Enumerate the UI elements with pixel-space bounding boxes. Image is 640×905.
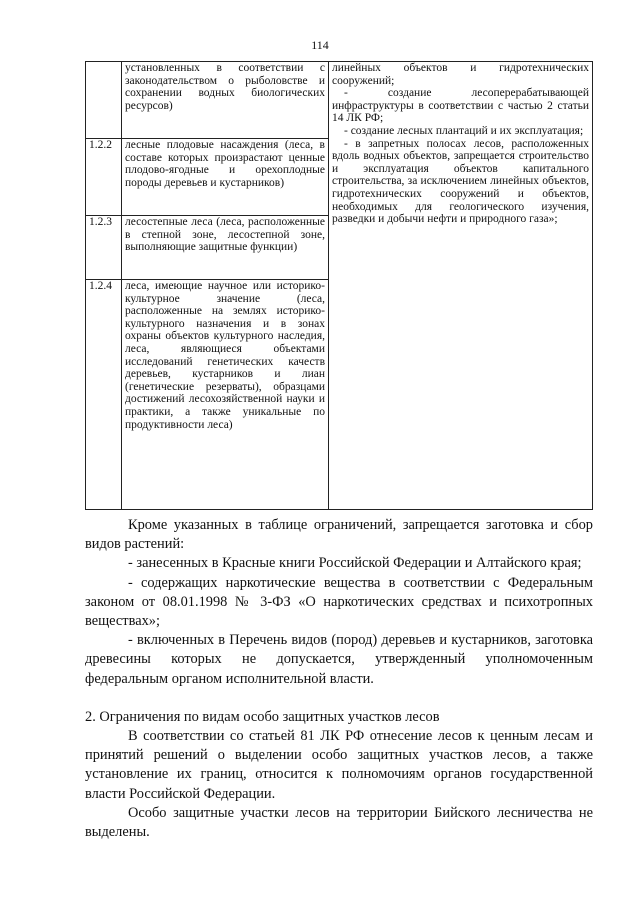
restrictions-table [85, 61, 593, 510]
list-item: - содержащих наркотические вещества в соответствии с Федеральным законом от 08.01.1998 № 3-ФЗ «О наркотических средствах и психотропных веществах»; [85, 574, 593, 630]
row-number [86, 62, 122, 139]
row-number: 1.2.3 [86, 216, 122, 280]
row-number: 1.2.4 [86, 280, 122, 510]
forest-category-text: установленных в соответствии с законодательством о рыболовстве и сохранении водных биологических ресурсов) [125, 62, 325, 112]
forest-category-text: лесные плодовые насаждения (леса, в составе которых произрастают ценные плодово-ягодные и орехоплодные породы деревьев и кустарников) [125, 139, 325, 189]
forest-category-text: лесостепные леса (леса, расположенные в степной зоне, лесостепной зоне, выполняющие защитные функции) [125, 216, 325, 254]
forest-category-cell [122, 62, 329, 139]
section-heading: 2. Ограничения по видам особо защитных участков лесов [85, 708, 440, 725]
list-item: - включенных в Перечень видов (пород) деревьев и кустарников, заготовка древесины которых не допускается, утвержденный уполномоченным федеральным органом исполнительной власти. [85, 632, 593, 687]
regime-cell [329, 62, 593, 510]
body-paragraph: Особо защитные участки лесов на территории Бийского лесничества не выделены. [85, 804, 593, 841]
body-paragraph: В соответствии со статьей 81 ЛК РФ отнесение лесов к ценным лесам и принятий решений о выделении особо защитных участков лесов, а также установление их границ, относится к полномочиям органов государственной власти Российской Федерации. [85, 728, 593, 802]
list-item: - занесенных в Красные книги Российской Федерации и Алтайского края; [128, 555, 582, 572]
forest-category-cell [122, 139, 329, 216]
forest-category-cell [122, 216, 329, 280]
table-row [86, 62, 593, 139]
regime-paragraph: - в запретных полосах лесов, расположенных вдоль водных объектов, запрещается строительство и эксплуатация объектов капитального строительства, за исключением линейных объектов, гидротехнических сооружений и объектов, необходимых для геологического изучения, разведки и добычи нефти и природного газа»; [332, 137, 589, 226]
forest-category-text: леса, имеющие научное или историко-культурное значение (леса, расположенные на землях историко-культурного назначения и в зонах охраны объектов культурного наследия, леса, являющиеся объектами исследований генетических качеств деревьев, кустарников и лиан (генетические резерваты), образцами достижений лесохозяйственной науки и практики, а также уникальные по продуктивности леса) [125, 280, 325, 431]
forest-category-cell [122, 280, 329, 510]
row-number: 1.2.2 [86, 139, 122, 216]
regime-paragraph: линейных объектов и гидротехнических сооружений; [332, 62, 589, 87]
body-text [85, 516, 593, 842]
regime-paragraph: - создание лесных плантаций и их эксплуатация; [344, 124, 584, 137]
regime-paragraph: - создание лесоперерабатывающей инфраструктуры в соответствии с частью 2 статьи 14 ЛК РФ; [332, 87, 589, 125]
page-number: 114 [311, 38, 329, 52]
intro-paragraph: Кроме указанных в таблице ограничений, запрещается заготовка и сбор видов растений: [85, 517, 593, 553]
